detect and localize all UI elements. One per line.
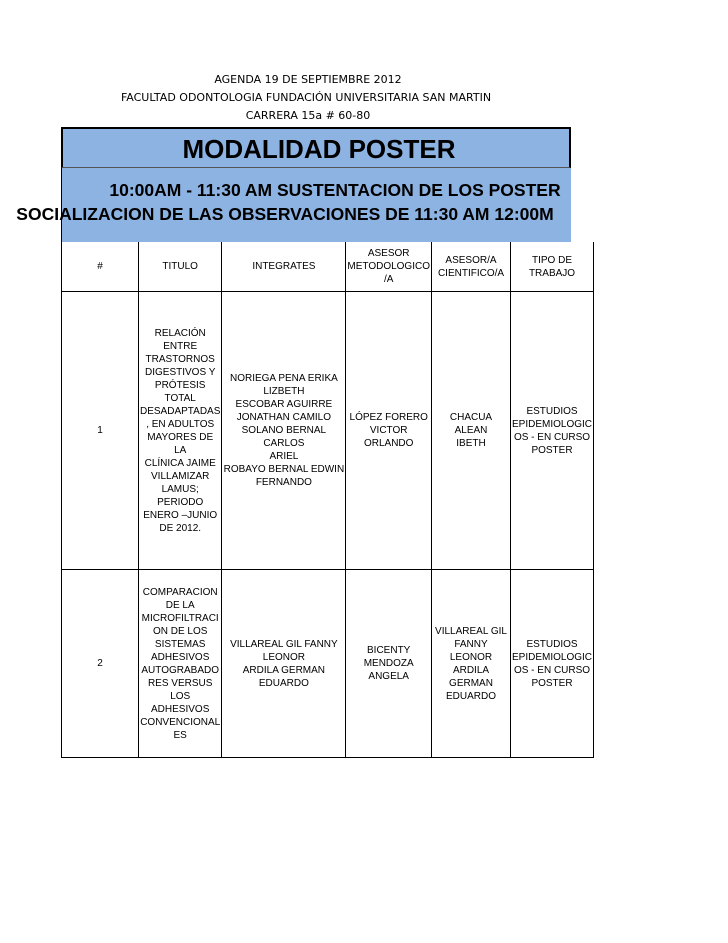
row-titulo: COMPARACION DE LA MICROFILTRACI ON DE LOS SISTEMAS ADHESIVOS AUTOGRABADO RES VERSUS LOS ADHESIVOS CONVENCIONAL ES [139,570,222,758]
table-header-row [62,242,594,292]
poster-table [61,242,594,758]
row-integrantes: NORIEGA PENA ERIKA LIZBETH ESCOBAR AGUIRRE JONATHAN CAMILO SOLANO BERNAL CARLOS ARIEL ROBAYO BERNAL EDWIN FERNANDO [222,292,346,570]
col-header-integrantes: INTEGRATES [222,242,346,292]
row-asesor-metodologico: LÓPEZ FORERO VICTOR ORLANDO [346,292,432,570]
col-header-asesor-metodologico: ASESOR METODOLOGICO /A [346,242,432,292]
schedule-line-1: 10:00AM - 11:30 AM SUSTENTACION DE LOS POSTER [109,180,561,200]
col-header-asesor-cientifico: ASESOR/A CIENTIFICO/A [432,242,511,292]
col-header-num: # [62,242,139,292]
agenda-date: AGENDA 19 DE SEPTIEMBRE 2012 [214,73,402,86]
row-integrantes: VILLAREAL GIL FANNY LEONOR ARDILA GERMAN EDUARDO [222,570,346,758]
page-title: MODALIDAD POSTER [182,134,456,164]
faculty-name: FACULTAD ODONTOLOGIA FUNDACIÓN UNIVERSITARIA SAN MARTIN [120,91,492,104]
row-asesor-cientifico: VILLAREAL GIL FANNY LEONOR ARDILA GERMAN EDUARDO [432,570,511,758]
title-banner [61,127,571,168]
table-row [62,292,594,570]
row-tipo: ESTUDIOS EPIDEMIOLOGIC OS - EN CURSO POSTER [511,570,594,758]
row-number: 2 [62,570,139,758]
col-header-titulo: TITULO [139,242,222,292]
schedule-line-2: SOCIALIZACION DE LAS OBSERVACIONES DE 11:30 AM 12:00M [16,204,554,224]
address: CARRERA 15a # 60-80 [245,109,371,122]
row-asesor-metodologico: BICENTY MENDOZA ANGELA [346,570,432,758]
row-titulo: RELACIÓN ENTRE TRASTORNOS DIGESTIVOS Y PRÓTESIS TOTAL DESADAPTADAS , EN ADULTOS MAYORES DE LA CLÍNICA JAIME VILLAMIZAR LAMUS; PERIODO ENERO –JUNIO DE 2012. [139,292,222,570]
row-tipo: ESTUDIOS EPIDEMIOLOGIC OS - EN CURSO POSTER [511,292,594,570]
table-row [62,570,594,758]
col-header-tipo: TIPO DE TRABAJO [511,242,594,292]
row-number: 1 [62,292,139,570]
schedule-banner [16,168,571,242]
row-asesor-cientifico: CHACUA ALEAN IBETH [432,292,511,570]
